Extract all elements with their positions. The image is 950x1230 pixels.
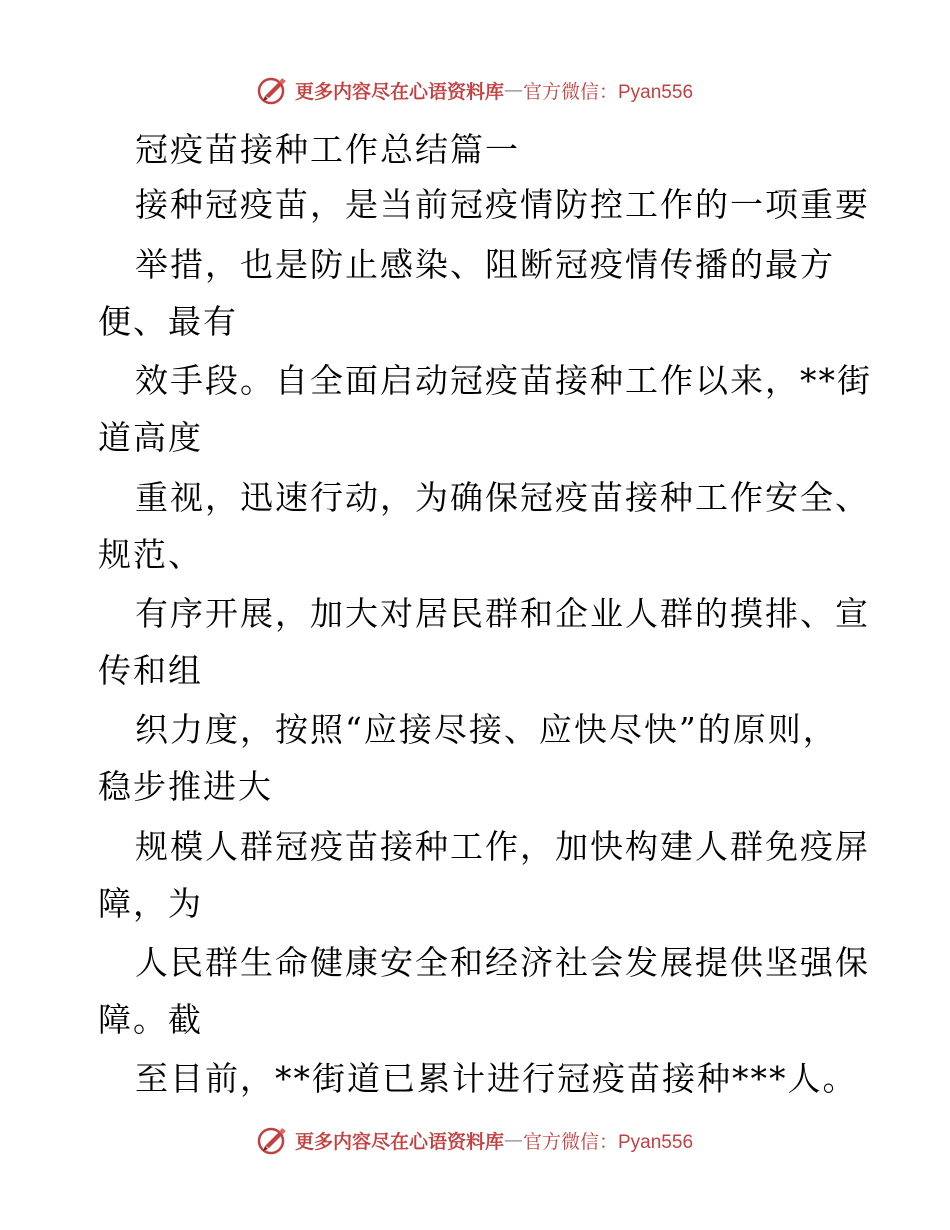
doc-line: 人民群生命健康安全和经济社会发展提供坚强保 bbox=[135, 943, 870, 982]
doc-line: 便、最有 bbox=[98, 302, 238, 341]
header-banner bbox=[0, 70, 950, 110]
banner-text: 更多内容尽在心语资料库 bbox=[294, 80, 504, 103]
pen-circle-icon bbox=[257, 1124, 289, 1156]
doc-line: 举措，也是防止感染、阻断冠疫情传播的最方 bbox=[135, 245, 835, 284]
doc-line: 规范、 bbox=[98, 535, 203, 574]
banner-wechat: 官方微信：Pyan556 bbox=[523, 1131, 694, 1153]
doc-line: 重视，迅速行动，为确保冠疫苗接种工作安全、 bbox=[135, 478, 870, 517]
doc-line: 障，为 bbox=[98, 884, 203, 923]
doc-line: 稳步推进大 bbox=[98, 767, 273, 806]
doc-line: 道高度 bbox=[98, 418, 203, 457]
doc-title: 冠疫苗接种工作总结篇一 bbox=[135, 130, 520, 169]
footer-banner bbox=[0, 1120, 950, 1160]
banner-wechat: 官方微信：Pyan556 bbox=[523, 81, 694, 103]
doc-line: 有序开展，加大对居民群和企业人群的摸排、宣 bbox=[135, 594, 870, 633]
doc-line: 效手段。自全面启动冠疫苗接种工作以来，**街 bbox=[135, 361, 872, 400]
pen-circle-icon bbox=[257, 74, 289, 106]
banner-separator: — bbox=[504, 1129, 523, 1151]
doc-line: 至目前，**街道已累计进行冠疫苗接种***人。 bbox=[135, 1059, 858, 1098]
banner-text: 更多内容尽在心语资料库 bbox=[294, 1130, 504, 1153]
doc-line: 织力度，按照“应接尽接、应快尽快”的原则， bbox=[135, 710, 838, 749]
banner-separator: — bbox=[504, 79, 523, 101]
doc-line: 传和组 bbox=[98, 651, 203, 690]
doc-line: 接种冠疫苗，是当前冠疫情防控工作的一项重要 bbox=[135, 185, 870, 224]
doc-line: 规模人群冠疫苗接种工作，加快构建人群免疫屏 bbox=[135, 827, 870, 866]
doc-line: 障。截 bbox=[98, 1000, 203, 1039]
